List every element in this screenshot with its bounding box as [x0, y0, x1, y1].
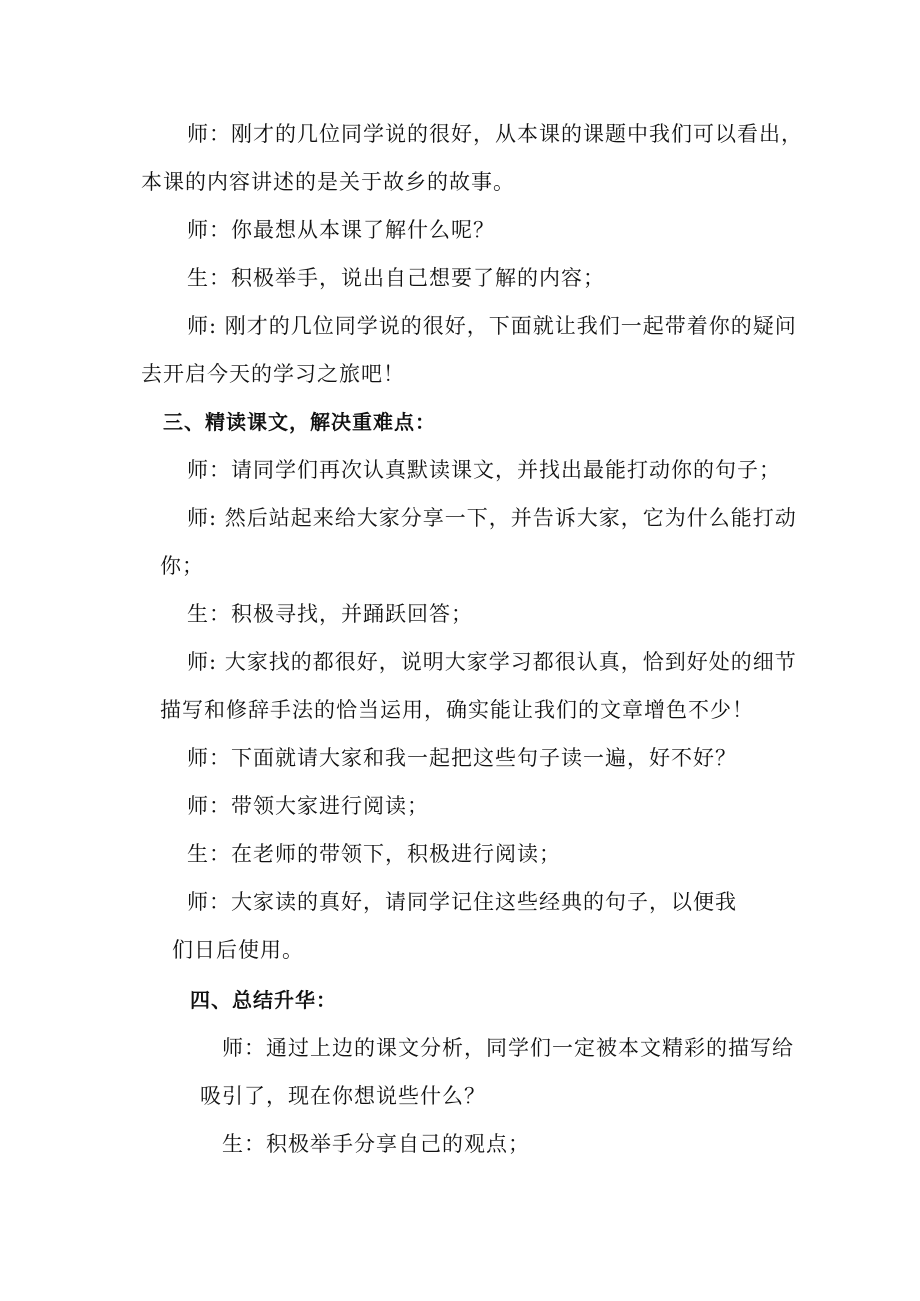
paragraph-line: 吸引了，现在你想说些什么？ — [200, 1084, 486, 1108]
paragraph-line: 们日后使用。 — [172, 938, 304, 962]
paragraph-line: 师: 大家找的都很好，说明大家学习都很认真，恰到好处的细节 — [187, 650, 797, 674]
paragraph-line: 师：大家读的真好，请同学记住这些经典的句子，以便我 — [187, 890, 737, 914]
paragraph-line: 生：积极举手分享自己的观点； — [222, 1132, 530, 1156]
paragraph-line: 师：刚才的几位同学说的很好，从本课的课题中我们可以看出， — [187, 122, 803, 146]
paragraph-line: 师：请同学们再次认真默读课文，并找出最能打动你的句子； — [187, 458, 781, 482]
paragraph-line: 师: 然后站起来给大家分享一下，并告诉大家，它为什么能打动 — [187, 506, 797, 530]
paragraph-line: 描写和修辞手法的恰当运用，确实能让我们的文章增色不少！ — [160, 698, 754, 722]
section-heading: 四、总结升华： — [190, 988, 337, 1012]
paragraph-line: 师：通过上边的课文分析，同学们一定被本文精彩的描写给 — [222, 1036, 794, 1060]
paragraph-line: 师: 刚才的几位同学说的很好，下面就让我们一起带着你的疑问 — [187, 314, 797, 338]
paragraph-line: 本课的内容讲述的是关于故乡的故事。 — [141, 170, 515, 194]
paragraph-line: 师：你最想从本课了解什么呢？ — [187, 218, 495, 242]
paragraph-line: 去开启今天的学习之旅吧！ — [141, 362, 405, 386]
paragraph-line: 你； — [160, 554, 204, 578]
paragraph-line: 师：带领大家进行阅读； — [187, 794, 429, 818]
paragraph-line: 生：积极举手，说出自己想要了解的内容； — [187, 266, 605, 290]
section-heading: 三、精读课文，解决重难点： — [163, 410, 436, 434]
paragraph-line: 师：下面就请大家和我一起把这些句子读一遍，好不好？ — [187, 746, 737, 770]
paragraph-line: 生：积极寻找，并踊跃回答； — [187, 602, 473, 626]
paragraph-line: 生：在老师的带领下，积极进行阅读； — [187, 842, 561, 866]
